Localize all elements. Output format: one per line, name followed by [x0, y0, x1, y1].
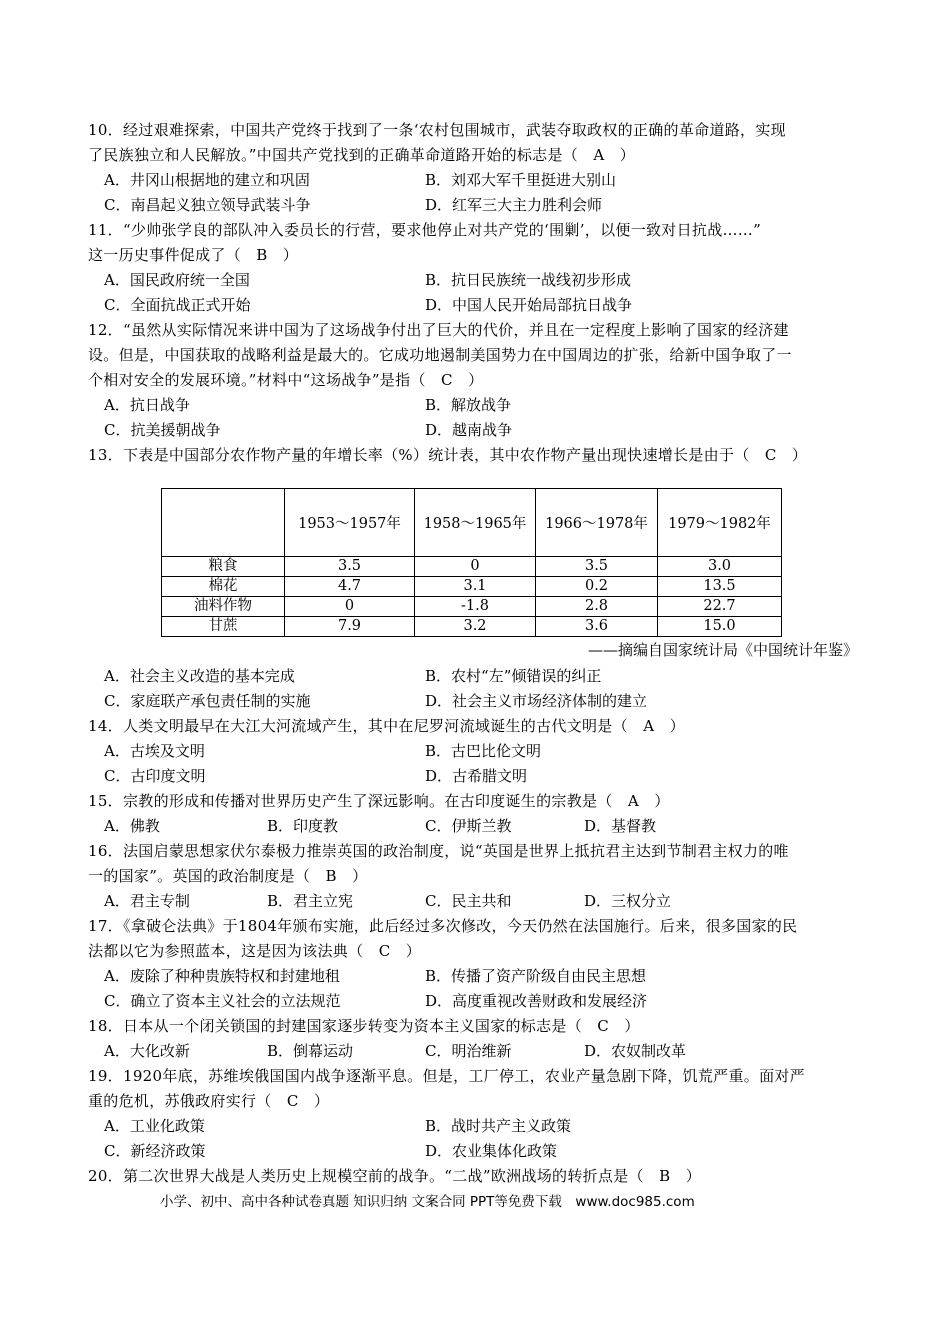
table-header-cell: 1958～1965年 [415, 489, 536, 557]
table-row [162, 577, 782, 597]
option-a: A．抗日战争 [104, 396, 190, 414]
options-row [104, 418, 804, 443]
row-label: 甘蔗 [162, 617, 285, 637]
question-text: 14．人类文明最早在大江大河流域产生，其中在尼罗河流域诞生的古代文明是（ A ） [88, 717, 685, 735]
options-row [104, 989, 804, 1014]
option-a: A．国民政府统一全国 [104, 271, 250, 289]
option-d: D．越南战争 [425, 421, 513, 439]
question-text: 11．“少帅张学良的部队冲入委员长的行营，要求他停止对共产党的‘围剿’，以便一致对日抗战……” [88, 221, 762, 239]
option-b: B．印度教 [267, 817, 339, 835]
table-row [162, 617, 782, 637]
question-text: 法都以它为参照蓝本，这是因为该法典（ C ） [88, 942, 422, 960]
crop-growth-table [161, 488, 782, 637]
options-row [104, 268, 804, 293]
table-cell: 2.8 [536, 597, 658, 617]
table-row [162, 557, 782, 577]
question-text: 15．宗教的形成和传播对世界历史产生了深远影响。在古印度诞生的宗教是（ A ） [88, 792, 670, 810]
option-d: D．社会主义市场经济体制的建立 [425, 692, 648, 710]
option-b: B．君主立宪 [267, 892, 354, 910]
option-b: B．传播了资产阶级自由民主思想 [425, 967, 647, 985]
options-row [104, 168, 804, 193]
options-row [104, 664, 804, 689]
question-18 [88, 1014, 868, 1039]
question-12 [88, 318, 868, 393]
option-d: D．农业集体化政策 [425, 1142, 558, 1160]
option-d: D．红军三大主力胜利会师 [425, 196, 603, 214]
table-cell: 15.0 [658, 617, 782, 637]
table-header-cell: 1953～1957年 [285, 489, 415, 557]
question-text: 了民族独立和人民解放。”中国共产党找到的正确革命道路开始的标志是（ A ） [88, 146, 636, 164]
option-a: A．社会主义改造的基本完成 [104, 667, 295, 685]
table-cell: 3.6 [536, 617, 658, 637]
option-b: B．解放战争 [425, 396, 512, 414]
table-cell: 3.1 [415, 577, 536, 597]
table-cell: 4.7 [285, 577, 415, 597]
options-row [104, 964, 804, 989]
table-cell: 13.5 [658, 577, 782, 597]
option-b: B．抗日民族统一战线初步形成 [425, 271, 632, 289]
question-text: 20．第二次世界大战是人类历史上规模空前的战争。“二战”欧洲战场的转折点是（ B ） [88, 1167, 702, 1185]
table-header-row [162, 489, 782, 557]
row-label: 棉花 [162, 577, 285, 597]
option-c: C．家庭联产承包责任制的实施 [104, 692, 311, 710]
options-row [104, 293, 804, 318]
question-text: 12．“虽然从实际情况来讲中国为了这场战争付出了巨大的代价，并且在一定程度上影响了国家的经济建 [88, 321, 789, 339]
question-text: 18．日本从一个闭关锁国的封建国家逐步转变为资本主义国家的标志是（ C ） [88, 1017, 640, 1035]
table-cell: 3.5 [536, 557, 658, 577]
options-row [104, 889, 804, 914]
option-d: D．高度重视改善财政和发展经济 [425, 992, 648, 1010]
question-10 [88, 118, 868, 168]
option-c: C．古印度文明 [104, 767, 206, 785]
option-c: C．明治维新 [425, 1042, 512, 1060]
option-c: C．新经济政策 [104, 1142, 206, 1160]
option-c: C．民主共和 [425, 892, 512, 910]
table-cell: 3.5 [285, 557, 415, 577]
question-13 [88, 443, 868, 468]
option-a: A．古埃及文明 [104, 742, 205, 760]
option-d: D．古希腊文明 [425, 767, 528, 785]
option-d: D．中国人民开始局部抗日战争 [425, 296, 633, 314]
question-19 [88, 1064, 868, 1114]
question-text: 10．经过艰难探索，中国共产党终于找到了一条‘农村包围城市，武装夺取政权的正确的革命道路，实现 [88, 121, 786, 139]
option-c: C．全面抗战正式开始 [104, 296, 251, 314]
table-cell: 3.2 [415, 617, 536, 637]
table-header-cell: 1979～1982年 [658, 489, 782, 557]
question-20 [88, 1164, 868, 1189]
option-c: C．伊斯兰教 [425, 817, 512, 835]
table-cell: 22.7 [658, 597, 782, 617]
table-cell: 0 [285, 597, 415, 617]
option-a: A．工业化政策 [104, 1117, 205, 1135]
option-d: D．基督教 [584, 817, 657, 835]
options-row [104, 764, 804, 789]
question-text: 这一历史事件促成了（ B ） [88, 246, 299, 264]
question-15 [88, 789, 868, 814]
option-a: A．大化改新 [104, 1042, 190, 1060]
option-d: D．三权分立 [584, 892, 672, 910]
row-label: 油料作物 [162, 597, 285, 617]
table-row [162, 597, 782, 617]
option-b: B．刘邓大军千里挺进大别山 [425, 171, 617, 189]
option-d: D．农奴制改革 [584, 1042, 687, 1060]
row-label: 粮食 [162, 557, 285, 577]
options-row [104, 1039, 804, 1064]
options-row [104, 689, 804, 714]
question-text: 设。但是，中国获取的战略利益是最大的。它成功地遏制美国势力在中国周边的扩张，给新中国争取了一 [88, 346, 792, 364]
table-cell: 3.0 [658, 557, 782, 577]
option-c: C．南昌起义独立领导武装斗争 [104, 196, 311, 214]
table-cell: 0 [415, 557, 536, 577]
question-text: 个相对安全的发展环境。”材料中“这场战争”是指（ C ） [88, 371, 484, 389]
options-row [104, 739, 804, 764]
table-cell: -1.8 [415, 597, 536, 617]
question-16 [88, 839, 868, 889]
table-cell: 0.2 [536, 577, 658, 597]
options-row [104, 814, 804, 839]
question-text: 16．法国启蒙思想家伏尔泰极力推崇英国的政治制度，说“英国是世界上抵抗君主达到节制君主权力的唯 [88, 842, 789, 860]
option-c: C．抗美援朝战争 [104, 421, 221, 439]
table-header-cell [162, 489, 285, 557]
question-text: 重的危机，苏俄政府实行（ C ） [88, 1092, 330, 1110]
option-c: C．确立了资本主义社会的立法规范 [104, 992, 341, 1010]
options-row [104, 1114, 804, 1139]
question-11 [88, 218, 868, 268]
options-row [104, 393, 804, 418]
options-row [104, 193, 804, 218]
table-header-cell: 1966～1978年 [536, 489, 658, 557]
question-text: 19．1920年底，苏维埃俄国国内战争逐渐平息。但是，工厂停工，农业产量急剧下降，饥荒严重。面对严 [88, 1067, 805, 1085]
question-text: 13．下表是中国部分农作物产量的年增长率（%）统计表，其中农作物产量出现快速增长是由于（ C ） [88, 446, 808, 464]
question-17 [88, 914, 868, 964]
options-row [104, 1139, 804, 1164]
question-14 [88, 714, 868, 739]
table-source: ——摘编自国家统计局《中国统计年鉴》 [587, 641, 858, 659]
option-a: A．君主专制 [104, 892, 190, 910]
option-a: A．井冈山根据地的建立和巩固 [104, 171, 310, 189]
option-a: A．佛教 [104, 817, 160, 835]
table-cell: 7.9 [285, 617, 415, 637]
option-b: B．农村“左”倾错误的纠正 [425, 667, 602, 685]
footer-watermark: 小学、初中、高中各种试卷真题 知识归纳 文案合同 PPT等免费下载 www.doc985.com [160, 1194, 695, 1210]
option-b: B．倒幕运动 [267, 1042, 354, 1060]
question-text: 17．《拿破仑法典》于1804年颁布实施，此后经过多次修改，今天仍然在法国施行。后来，很多国家的民 [88, 917, 798, 935]
question-text: 一的国家”。英国的政治制度是（ B ） [88, 867, 368, 885]
option-a: A．废除了种种贵族特权和封建地租 [104, 967, 340, 985]
option-b: B．战时共产主义政策 [425, 1117, 572, 1135]
option-b: B．古巴比伦文明 [425, 742, 542, 760]
